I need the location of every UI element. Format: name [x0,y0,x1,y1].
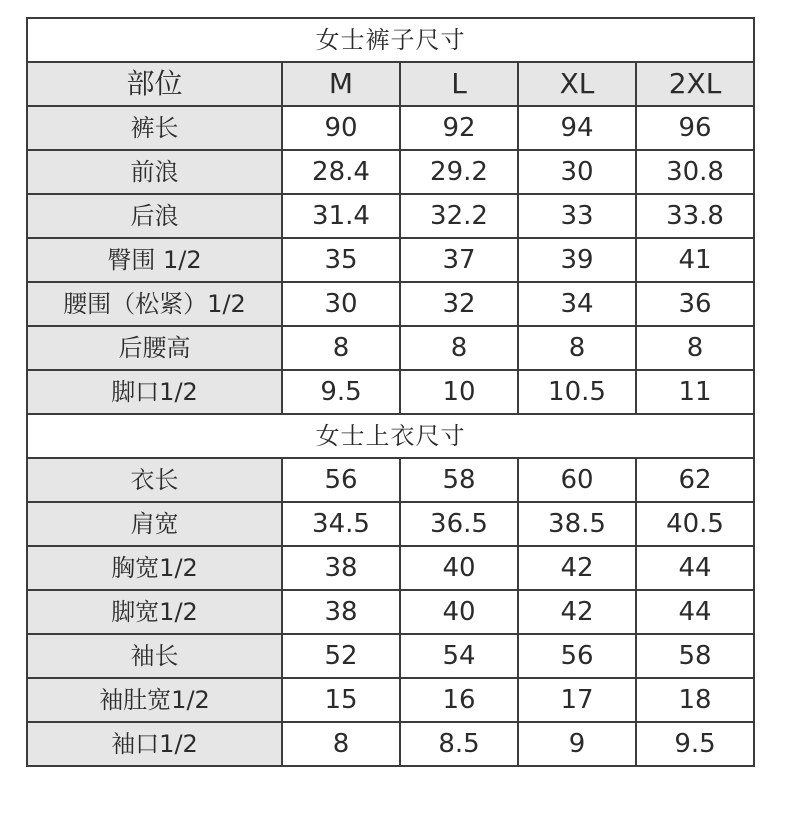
row-label: 胸宽1/2 [27,546,282,590]
cell-value: 29.2 [400,150,518,194]
table-row [27,678,754,722]
cell-value: 44 [636,590,754,634]
header-size-m: M [282,62,400,106]
row-label: 肩宽 [27,502,282,546]
cell-value: 33 [518,194,636,238]
header-part: 部位 [27,62,282,106]
cell-value: 8 [282,326,400,370]
row-label: 腰围（松紧）1/2 [27,282,282,326]
cell-value: 56 [282,458,400,502]
cell-value: 10.5 [518,370,636,414]
table-row [27,370,754,414]
row-label: 袖长 [27,634,282,678]
cell-value: 38 [282,590,400,634]
cell-value: 8 [282,722,400,766]
cell-value: 15 [282,678,400,722]
cell-value: 42 [518,546,636,590]
row-label: 前浪 [27,150,282,194]
table-row [27,634,754,678]
header-size-l: L [400,62,518,106]
cell-value: 92 [400,106,518,150]
row-label: 袖肚宽1/2 [27,678,282,722]
table-row [27,546,754,590]
row-label: 后浪 [27,194,282,238]
row-label: 裤长 [27,106,282,150]
column-header-row [27,62,754,106]
cell-value: 17 [518,678,636,722]
cell-value: 35 [282,238,400,282]
cell-value: 62 [636,458,754,502]
cell-value: 96 [636,106,754,150]
cell-value: 34 [518,282,636,326]
cell-value: 8 [400,326,518,370]
cell-value: 40 [400,590,518,634]
header-size-xl: XL [518,62,636,106]
table-row [27,150,754,194]
cell-value: 30 [518,150,636,194]
row-label: 衣长 [27,458,282,502]
cell-value: 11 [636,370,754,414]
cell-value: 38 [282,546,400,590]
cell-value: 8 [518,326,636,370]
pants-section-title: 女士裤子尺寸 [27,18,754,62]
cell-value: 33.8 [636,194,754,238]
pants-title-row [27,18,754,62]
cell-value: 54 [400,634,518,678]
row-label: 袖口1/2 [27,722,282,766]
cell-value: 8 [636,326,754,370]
row-label: 后腰高 [27,326,282,370]
cell-value: 90 [282,106,400,150]
table-row [27,590,754,634]
table-row [27,194,754,238]
cell-value: 58 [400,458,518,502]
table-row [27,282,754,326]
cell-value: 52 [282,634,400,678]
cell-value: 28.4 [282,150,400,194]
top-title-row [27,414,754,458]
table-row [27,238,754,282]
cell-value: 10 [400,370,518,414]
cell-value: 36.5 [400,502,518,546]
cell-value: 38.5 [518,502,636,546]
cell-value: 39 [518,238,636,282]
cell-value: 32 [400,282,518,326]
cell-value: 9 [518,722,636,766]
cell-value: 42 [518,590,636,634]
cell-value: 31.4 [282,194,400,238]
cell-value: 8.5 [400,722,518,766]
size-chart-table [26,17,755,767]
table-row [27,502,754,546]
cell-value: 40.5 [636,502,754,546]
cell-value: 9.5 [636,722,754,766]
cell-value: 60 [518,458,636,502]
row-label: 脚宽1/2 [27,590,282,634]
cell-value: 16 [400,678,518,722]
cell-value: 9.5 [282,370,400,414]
cell-value: 37 [400,238,518,282]
cell-value: 18 [636,678,754,722]
cell-value: 44 [636,546,754,590]
cell-value: 34.5 [282,502,400,546]
table-row [27,326,754,370]
cell-value: 41 [636,238,754,282]
cell-value: 36 [636,282,754,326]
cell-value: 32.2 [400,194,518,238]
row-label: 臀围 1/2 [27,238,282,282]
cell-value: 56 [518,634,636,678]
header-size-2xl: 2XL [636,62,754,106]
cell-value: 40 [400,546,518,590]
cell-value: 30.8 [636,150,754,194]
cell-value: 58 [636,634,754,678]
row-label: 脚口1/2 [27,370,282,414]
table-row [27,106,754,150]
table-row [27,458,754,502]
cell-value: 30 [282,282,400,326]
top-section-title: 女士上衣尺寸 [27,414,754,458]
table-row [27,722,754,766]
cell-value: 94 [518,106,636,150]
